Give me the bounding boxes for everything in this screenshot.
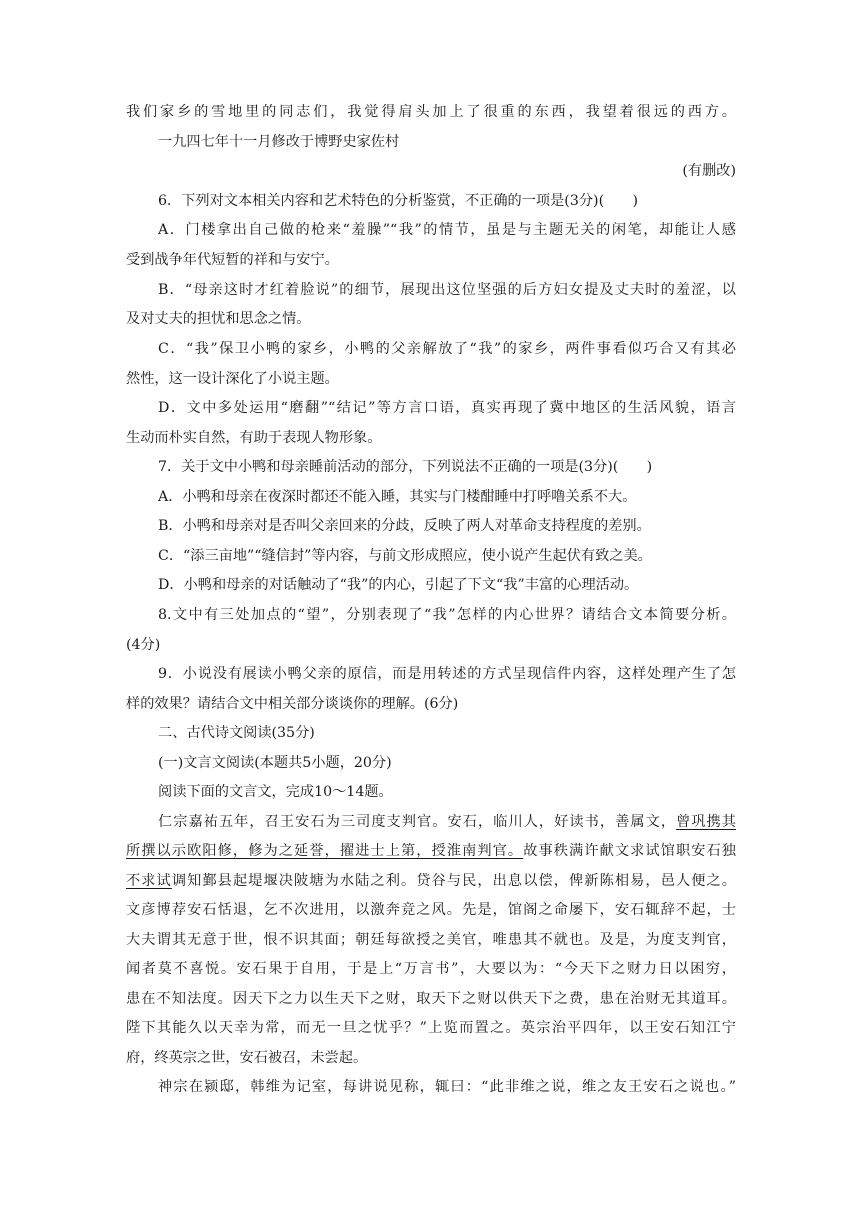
text-segment: 之世，安石被召，未尝起。 xyxy=(196,1050,368,1066)
text-segment: 故事秩满许献文求试馆职安石独 xyxy=(523,843,736,859)
emphasis-dotted-char: 士 xyxy=(721,902,736,918)
text-segment: 府，终 xyxy=(126,1050,169,1066)
text-segment: C．“我”保卫小鸭的家乡，小鸭的父亲解放了“我”的家乡，两件事看似巧合又有其必 xyxy=(158,341,736,357)
text-segment: 闻者莫不喜悦。安石果于自用，于是上“万言书”，大要以为：“今天下之财力日以困穷， xyxy=(126,961,736,977)
text-segment: 文彦博荐安石恬退，乞不次进用，以激奔竞之风。先是，馆阁之命屡下，安石辄辞不起， xyxy=(126,902,722,918)
text-segment: 仁宗嘉祐五年，召王安石为三司度支判官。安石，临川人，好读书，善属文， xyxy=(158,814,677,830)
text-segment: 阅读下面的文言文，完成10～14题。 xyxy=(158,784,393,800)
text-line xyxy=(158,753,736,773)
emphasis-dotted-char: 望 xyxy=(602,104,620,120)
emphasis-dotted-char: 英 xyxy=(168,1050,183,1066)
text-segment: 样的效果？请结合文中相关部分谈谈你的理解。(6分) xyxy=(126,696,459,712)
text-segment: A．门楼拿出自己做的枪来“羞臊”“我”的情节，虽是与主题无关的闲笔，却能让人感 xyxy=(158,222,736,238)
text-line xyxy=(158,339,736,359)
text-segment: 神宗在颍邸，韩维为记室，每讲说见称，辄曰：“此非维之说，维之友王安石之说也。” xyxy=(158,1079,736,1095)
text-line xyxy=(126,428,736,448)
text-segment: 7．关于文中小鸭和母亲睡前活动的部分，下列说法不正确的一项是(3分)( ) xyxy=(158,459,653,475)
underlined-text: 所撰以示欧阳修，修为之延誉，擢进士上第，授淮南判官。 xyxy=(126,843,524,859)
text-line xyxy=(158,220,736,240)
text-segment: 9．小说没有展读小鸭父亲的原信，而是用转述的方式呈现信件内容，这样处理产生了怎 xyxy=(158,666,736,682)
text-line xyxy=(126,959,736,979)
text-segment: 及对丈夫的担忧和思念之情。 xyxy=(126,311,311,327)
text-line xyxy=(158,132,736,152)
text-segment: C．“添三亩地”“缝信封”等内容，与前文形成照应，使小说产生起伏有致之美。 xyxy=(158,548,652,564)
text-segment: 6．下列对文本相关内容和艺术特色的分析鉴赏，不正确的一项是(3分)( ) xyxy=(158,193,639,209)
text-segment: (4分) xyxy=(126,637,161,653)
text-line xyxy=(126,250,736,270)
text-line xyxy=(158,280,736,300)
text-segment: 患在不知法度。因天下之力以生天下之财，取天下之财以供天下之费，患在治财无其道耳。 xyxy=(126,991,736,1007)
text-segment: 受到战争年代短暂的祥和与安宁。 xyxy=(126,252,339,268)
text-line xyxy=(158,782,736,802)
emphasis-dotted-char: 夫 xyxy=(141,932,157,948)
text-segment: 谓其无意于世，恨不识其面；朝廷每欲授之美官，唯患其不就也。及是，为度支判官， xyxy=(156,932,736,948)
emphasis-dotted-char: 大 xyxy=(126,932,142,948)
text-line xyxy=(158,546,736,566)
text-segment: D．小鸭和母亲的对话触动了“我”的内心，引起了下文“我”丰富的心理活动。 xyxy=(158,577,639,593)
text-line xyxy=(126,102,736,122)
text-line xyxy=(126,369,736,389)
text-line xyxy=(158,191,736,211)
text-segment: 然性，这一设计深化了小说主题。 xyxy=(126,371,339,387)
text-segment: 陛下其能久以天幸为常，而无一旦之忧乎？”上览而置之。英宗治平四年，以王安石知江宁 xyxy=(126,1020,736,1036)
text-segment: 着很远的西方。 xyxy=(619,104,736,120)
text-segment: (一)文言文阅读(本题共5小题，20分) xyxy=(158,755,392,771)
text-line xyxy=(126,841,736,861)
text-line xyxy=(126,1018,736,1038)
text-segment: 二、古代诗文阅读(35分) xyxy=(158,725,315,741)
text-segment: 生动而朴实自然，有助于表现人物形象。 xyxy=(126,430,382,446)
text-line xyxy=(126,161,736,181)
text-segment: B．“母亲这时才红着脸说”的细节，展现出这位坚强的后方妇女提及丈夫时的羞涩，以 xyxy=(158,282,736,298)
text-line xyxy=(158,398,736,418)
text-line xyxy=(126,930,736,950)
text-segment: A．小鸭和母亲在夜深时都还不能入睡，其实与门楼酣睡中打呼噜关系不大。 xyxy=(158,489,637,505)
text-segment: 8.文中有三处加点的“望”，分别表现了“我”怎样的内心世界？请结合文本简要分析。 xyxy=(158,607,736,623)
text-line xyxy=(126,989,736,1009)
text-line xyxy=(158,1077,736,1097)
text-segment: (有删改) xyxy=(682,163,736,179)
text-line xyxy=(158,516,736,536)
text-line xyxy=(158,605,736,625)
text-line xyxy=(126,1048,736,1068)
text-line xyxy=(126,309,736,329)
text-line xyxy=(158,575,736,595)
text-line xyxy=(126,900,736,920)
text-segment: D．文中多处运用“磨翻”“结记”等方言口语，真实再现了冀中地区的生活风貌，语言 xyxy=(158,400,736,416)
text-line xyxy=(158,664,736,684)
text-line xyxy=(126,635,736,655)
text-line xyxy=(158,723,736,743)
text-line xyxy=(126,694,736,714)
text-segment: B．小鸭和母亲对是否叫父亲回来的分歧，反映了两人对革命支持程度的差别。 xyxy=(158,518,651,534)
underlined-text: 不求试 xyxy=(126,873,172,889)
text-line xyxy=(126,871,736,891)
text-segment: 我们家乡的雪地里的同志们，我觉得肩头加上了很重的东西，我 xyxy=(126,104,603,120)
underlined-text: 曾巩携其 xyxy=(676,814,736,830)
emphasis-dotted-char: 宗 xyxy=(182,1050,197,1066)
text-line xyxy=(158,487,736,507)
text-line xyxy=(158,457,736,477)
text-segment: 一九四七年十一月修改于博野史家佐村 xyxy=(158,134,400,150)
text-segment: 调知鄞县起堤堰决陂塘为水陆之利。贷谷与民，出息以偿，俾新陈相易，邑人便之。 xyxy=(171,873,736,889)
text-line xyxy=(158,812,736,832)
